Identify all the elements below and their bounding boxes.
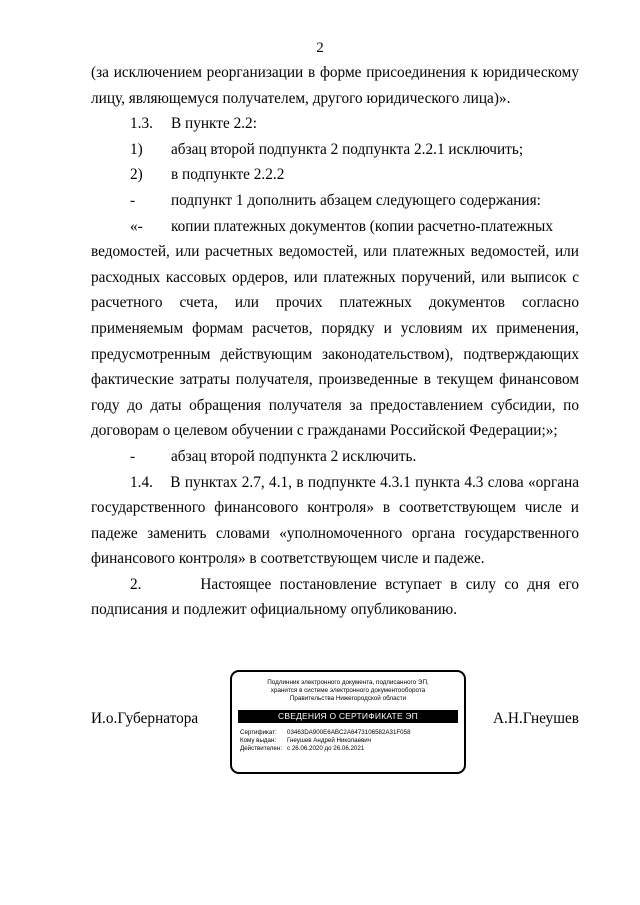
list-item-1 bbox=[91, 137, 579, 163]
certificate-value: 03463DA900E6ABC2A6473106582A31F058 bbox=[287, 728, 411, 736]
item-marker: 1) bbox=[130, 140, 143, 158]
stamp-header-line: Подлинник электронного документа, подписанного ЭП, bbox=[267, 679, 429, 686]
signer-title: И.о.Губернатора bbox=[91, 710, 199, 727]
document-body bbox=[91, 60, 579, 623]
item-marker: «- bbox=[130, 217, 143, 235]
item-text: В пункте 2.2: bbox=[171, 115, 257, 133]
valid-label: Действителен: bbox=[240, 745, 282, 753]
item-text: подпункт 1 дополнить абзацем следующего содержания: bbox=[171, 191, 541, 209]
item-marker: - bbox=[130, 447, 136, 465]
issued-to-value: Гнеушев Андрей Николаевич bbox=[287, 736, 371, 744]
list-item-2 bbox=[91, 162, 579, 188]
item-marker: 1.3. bbox=[130, 115, 153, 133]
item-text: абзац второй подпункта 2 подпункта 2.2.1 исключить; bbox=[171, 140, 524, 158]
certificate-row bbox=[240, 729, 464, 737]
electronic-signature-stamp bbox=[230, 670, 466, 774]
item-text: абзац второй подпункта 2 исключить. bbox=[171, 447, 417, 465]
paragraph-quote-body: ведомостей, или расчетных ведомостей, или платежных ведомостей, или расходных кассовых ордеров, или платежных поручений, или выписок с расчетного счета, или прочих платежных документов согласно применяемым формам расчетов, порядку и условиям их применения, предусмотренным действующим законодательством), подтверждающих фактические затраты получателя, произведенные в текущем финансовом году до даты обращения получателя за предоставлением субсидии, по договорам о целевом обучении с гражданами Российской Федерации;»; bbox=[91, 243, 579, 440]
list-item-dash-2 bbox=[91, 444, 579, 470]
signer-name: А.Н.Гнеушев bbox=[492, 710, 579, 727]
signature-block bbox=[0, 668, 640, 778]
paragraph-2: 2. Настоящее постановление вступает в силу со дня его подписания и подлежит официальному опубликованию. bbox=[91, 575, 579, 619]
stamp-header-line: хранится в системе электронного документооборота bbox=[270, 687, 426, 695]
paragraph-continuation: (за исключением реорганизации в форме присоединения к юридическому лицу, являющемуся получателем, другого юридического лица)». bbox=[91, 64, 579, 107]
list-item-dash-1 bbox=[91, 188, 579, 214]
valid-row bbox=[240, 745, 464, 753]
item-text: в подпункте 2.2.2 bbox=[171, 166, 285, 184]
paragraph-1-4: 1.4. В пунктах 2.7, 4.1, в подпункте 4.3.1 пункта 4.3 слова «органа государственного финансового контроля» в соответствующем числе и падеже заменить словами «уполномоченного органа государственного финансового контроля» в соответствующем числе и падеже. bbox=[91, 473, 579, 568]
item-marker: 2) bbox=[130, 166, 143, 184]
page-number: 2 bbox=[316, 40, 324, 56]
stamp-header bbox=[232, 679, 464, 704]
valid-value: с 26.06.2020 до 26.06.2021 bbox=[287, 745, 365, 753]
item-text: копии платежных документов (копии расчетно-платежных bbox=[171, 217, 553, 235]
stamp-certificate-info bbox=[232, 729, 464, 754]
issued-to-label: Кому выдан: bbox=[240, 736, 277, 744]
stamp-header-line: Правительства Нижегородской области bbox=[289, 695, 407, 703]
list-item-1-3 bbox=[91, 111, 579, 137]
list-item-quote bbox=[91, 214, 579, 240]
stamp-title-bar: СВЕДЕНИЯ О СЕРТИФИКАТЕ ЭП bbox=[238, 710, 458, 723]
certificate-label: Сертификат: bbox=[240, 728, 277, 736]
issued-to-row bbox=[240, 737, 464, 745]
item-marker: - bbox=[130, 191, 136, 209]
